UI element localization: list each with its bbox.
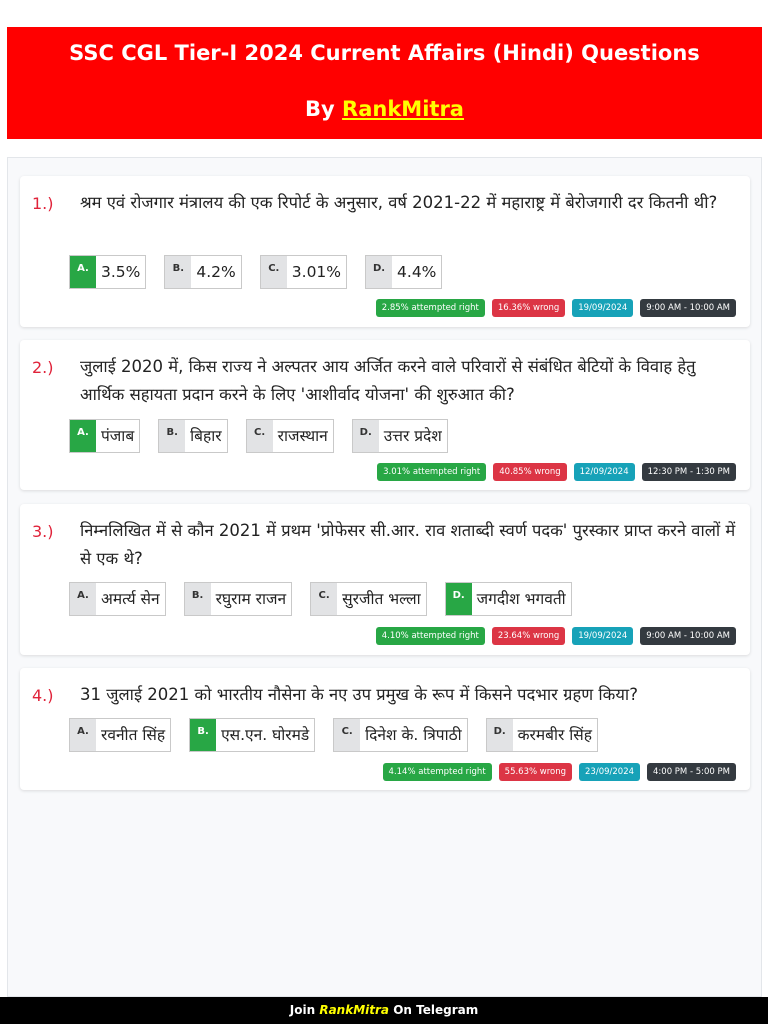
option-letter: A. bbox=[70, 719, 96, 751]
option-text: दिनेश के. त्रिपाठी bbox=[365, 726, 462, 744]
stats-badges bbox=[376, 299, 736, 317]
options-row bbox=[69, 419, 448, 453]
option-text: 4.4% bbox=[397, 263, 437, 281]
option-letter: A. bbox=[70, 420, 96, 452]
option-letter: B. bbox=[165, 256, 191, 288]
question-text: जुलाई 2020 में, किस राज्य ने अल्पतर आय अर्जित करने वाले परिवारों से संबंधित बेटियों के विवाह हेतु आर्थिक सहायता प्रदान करने के लिए 'आशीर्वाद योजना' की शुरुआत की? bbox=[80, 357, 696, 404]
question-text: निम्नलिखित में से कौन 2021 में प्रथम 'प्रोफेसर सी.आर. राव शताब्दी स्वर्ण पदक' पुरस्कार प्राप्त करने वालों में से एक थे? bbox=[80, 521, 736, 568]
options-row bbox=[69, 582, 572, 616]
time-badge: 9:00 AM - 10:00 AM bbox=[640, 627, 736, 645]
option-letter: C. bbox=[334, 719, 360, 751]
attempted-right-badge: 2.85% attempted right bbox=[376, 299, 485, 317]
option-text: बिहार bbox=[190, 427, 222, 445]
attempted-right-badge: 4.10% attempted right bbox=[376, 627, 485, 645]
option-d[interactable] bbox=[352, 419, 448, 453]
byline-by: By bbox=[305, 97, 335, 121]
option-a[interactable] bbox=[69, 582, 166, 616]
option-letter: D. bbox=[366, 256, 392, 288]
page-header bbox=[7, 27, 762, 139]
page-title: SSC CGL Tier-I 2024 Current Affairs (Hindi) Questions bbox=[69, 41, 700, 65]
option-a[interactable] bbox=[69, 255, 146, 289]
option-text: सुरजीत भल्ला bbox=[342, 590, 421, 608]
wrong-badge: 55.63% wrong bbox=[499, 763, 572, 781]
footer-suffix: On Telegram bbox=[393, 1003, 479, 1017]
option-letter: B. bbox=[159, 420, 185, 452]
time-badge: 12:30 PM - 1:30 PM bbox=[642, 463, 736, 481]
question-card bbox=[20, 504, 750, 655]
option-a[interactable] bbox=[69, 718, 171, 752]
option-c[interactable] bbox=[333, 718, 467, 752]
option-c[interactable] bbox=[260, 255, 347, 289]
stats-badges bbox=[376, 627, 736, 645]
question-number: 4.) bbox=[32, 686, 54, 705]
wrong-badge: 40.85% wrong bbox=[493, 463, 566, 481]
option-text: करमबीर सिंह bbox=[517, 726, 593, 744]
option-text: 3.01% bbox=[291, 263, 342, 281]
option-b[interactable] bbox=[164, 255, 241, 289]
option-c[interactable] bbox=[310, 582, 427, 616]
options-row bbox=[69, 718, 598, 752]
telegram-footer[interactable] bbox=[0, 997, 768, 1024]
option-letter: B. bbox=[190, 719, 216, 751]
time-badge: 4:00 PM - 5:00 PM bbox=[647, 763, 736, 781]
option-b[interactable] bbox=[184, 582, 293, 616]
questions-panel bbox=[7, 157, 762, 997]
date-badge: 19/09/2024 bbox=[572, 299, 633, 317]
option-letter: A. bbox=[70, 256, 96, 288]
question-text: श्रम एवं रोजगार मंत्रालय की एक रिपोर्ट के अनुसार, वर्ष 2021-22 में महाराष्ट्र में बेरोजगारी दर कितनी थी? bbox=[80, 193, 718, 212]
time-badge: 9:00 AM - 10:00 AM bbox=[640, 299, 736, 317]
attempted-right-badge: 3.01% attempted right bbox=[377, 463, 486, 481]
option-text: एस.एन. घोरमडे bbox=[221, 726, 310, 744]
stats-badges bbox=[383, 763, 736, 781]
option-c[interactable] bbox=[246, 419, 334, 453]
footer-brand: RankMitra bbox=[319, 1003, 390, 1017]
date-badge: 12/09/2024 bbox=[574, 463, 635, 481]
option-text: रघुराम राजन bbox=[215, 590, 287, 608]
byline bbox=[7, 97, 762, 121]
date-badge: 23/09/2024 bbox=[579, 763, 640, 781]
option-d[interactable] bbox=[365, 255, 442, 289]
wrong-badge: 23.64% wrong bbox=[492, 627, 565, 645]
option-text: 3.5% bbox=[101, 263, 141, 281]
option-letter: C. bbox=[261, 256, 287, 288]
option-letter: C. bbox=[247, 420, 273, 452]
option-a[interactable] bbox=[69, 419, 140, 453]
footer-prefix: Join bbox=[289, 1003, 316, 1017]
option-letter: D. bbox=[487, 719, 513, 751]
stats-badges bbox=[377, 463, 736, 481]
option-b[interactable] bbox=[158, 419, 227, 453]
option-text: रवनीत सिंह bbox=[101, 726, 166, 744]
question-number: 2.) bbox=[32, 358, 54, 377]
option-d[interactable] bbox=[486, 718, 598, 752]
option-letter: C. bbox=[311, 583, 337, 615]
option-d[interactable] bbox=[445, 582, 572, 616]
date-badge: 19/09/2024 bbox=[572, 627, 633, 645]
options-row bbox=[69, 255, 442, 289]
option-text: उत्तर प्रदेश bbox=[383, 427, 442, 445]
question-card bbox=[20, 176, 750, 327]
option-b[interactable] bbox=[189, 718, 315, 752]
option-letter: A. bbox=[70, 583, 96, 615]
question-card bbox=[20, 340, 750, 490]
option-text: अमर्त्य सेन bbox=[101, 590, 160, 608]
option-letter: D. bbox=[353, 420, 379, 452]
attempted-right-badge: 4.14% attempted right bbox=[383, 763, 492, 781]
option-letter: B. bbox=[185, 583, 211, 615]
option-text: पंजाब bbox=[101, 427, 135, 445]
option-text: राजस्थान bbox=[277, 427, 328, 445]
question-number: 1.) bbox=[32, 194, 54, 213]
option-letter: D. bbox=[446, 583, 472, 615]
question-number: 3.) bbox=[32, 522, 54, 541]
question-text: 31 जुलाई 2021 को भारतीय नौसेना के नए उप प्रमुख के रूप में किसने पदभार ग्रहण किया? bbox=[80, 685, 638, 704]
wrong-badge: 16.36% wrong bbox=[492, 299, 565, 317]
option-text: जगदीश भगवती bbox=[476, 590, 566, 608]
option-text: 4.2% bbox=[196, 263, 236, 281]
question-card bbox=[20, 668, 750, 790]
brand-link[interactable]: RankMitra bbox=[342, 97, 464, 121]
